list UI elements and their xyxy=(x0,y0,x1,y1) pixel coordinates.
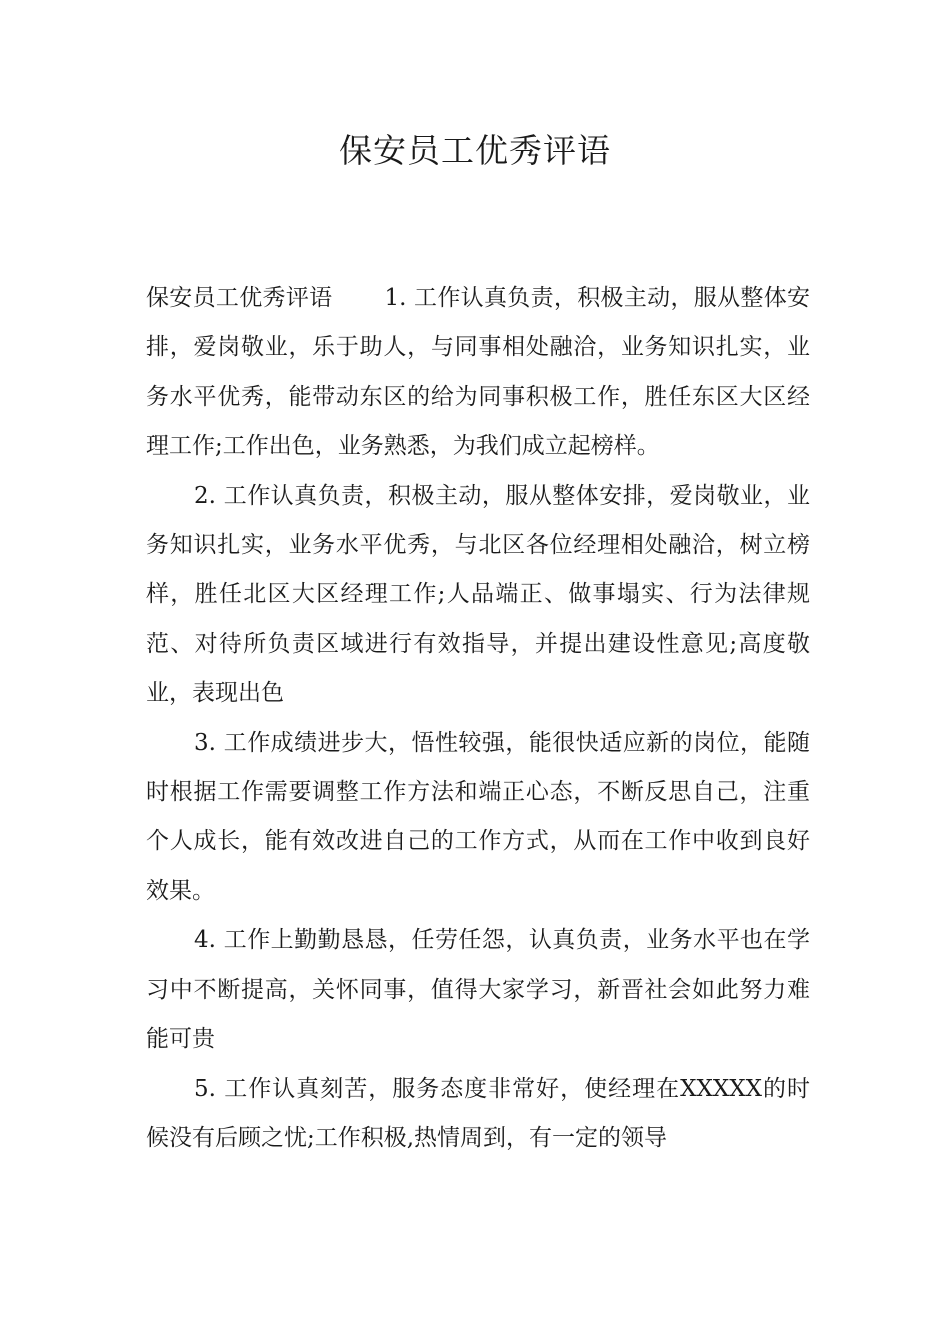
intro-label: 保安员工优秀评语 xyxy=(146,285,333,311)
paragraph-2: 2. 工作认真负责，积极主动，服从整体安排，爱岗敬业，业务知识扎实，业务水平优秀，与北区各位经理相处融洽，树立榜样，胜任北区大区经理工作;人品端正、做事塌实、行为法律规范、对待所负责区域进行有效指导，并提出建设性意见;高度敬业，表现出色 xyxy=(146,482,810,707)
paragraph-1-text: 1. 工作认真负责，积极主动，服从整体安排，爱岗敬业，乐于助人，与同事相处融洽，业务知识扎实，业务水平优秀，能带动东区的给为同事积极工作，胜任东区大区经理工作;工作出色，业务熟悉，为我们成立起榜样。 xyxy=(146,285,810,460)
paragraph-3: 3. 工作成绩进步大，悟性较强，能很快适应新的岗位，能随时根据工作需要调整工作方法和端正心态，不断反思自己，注重个人成长，能有效改进自己的工作方式，从而在工作中收到良好效果。 xyxy=(146,729,810,904)
paragraph-4: 4. 工作上勤勤恳恳，任劳任怨，认真负责，业务水平也在学习中不断提高，关怀同事，值得大家学习，新晋社会如此努力难能可贵 xyxy=(146,927,810,1053)
paragraph-1 xyxy=(146,274,810,472)
document-body xyxy=(146,274,810,1163)
paragraph-5: 5. 工作认真刻苦，服务态度非常好，使经理在XXXXX的时候没有后顾之忧;工作积极,热情周到，有一定的领导 xyxy=(146,1075,810,1151)
document-title: 保安员工优秀评语 xyxy=(339,131,611,170)
